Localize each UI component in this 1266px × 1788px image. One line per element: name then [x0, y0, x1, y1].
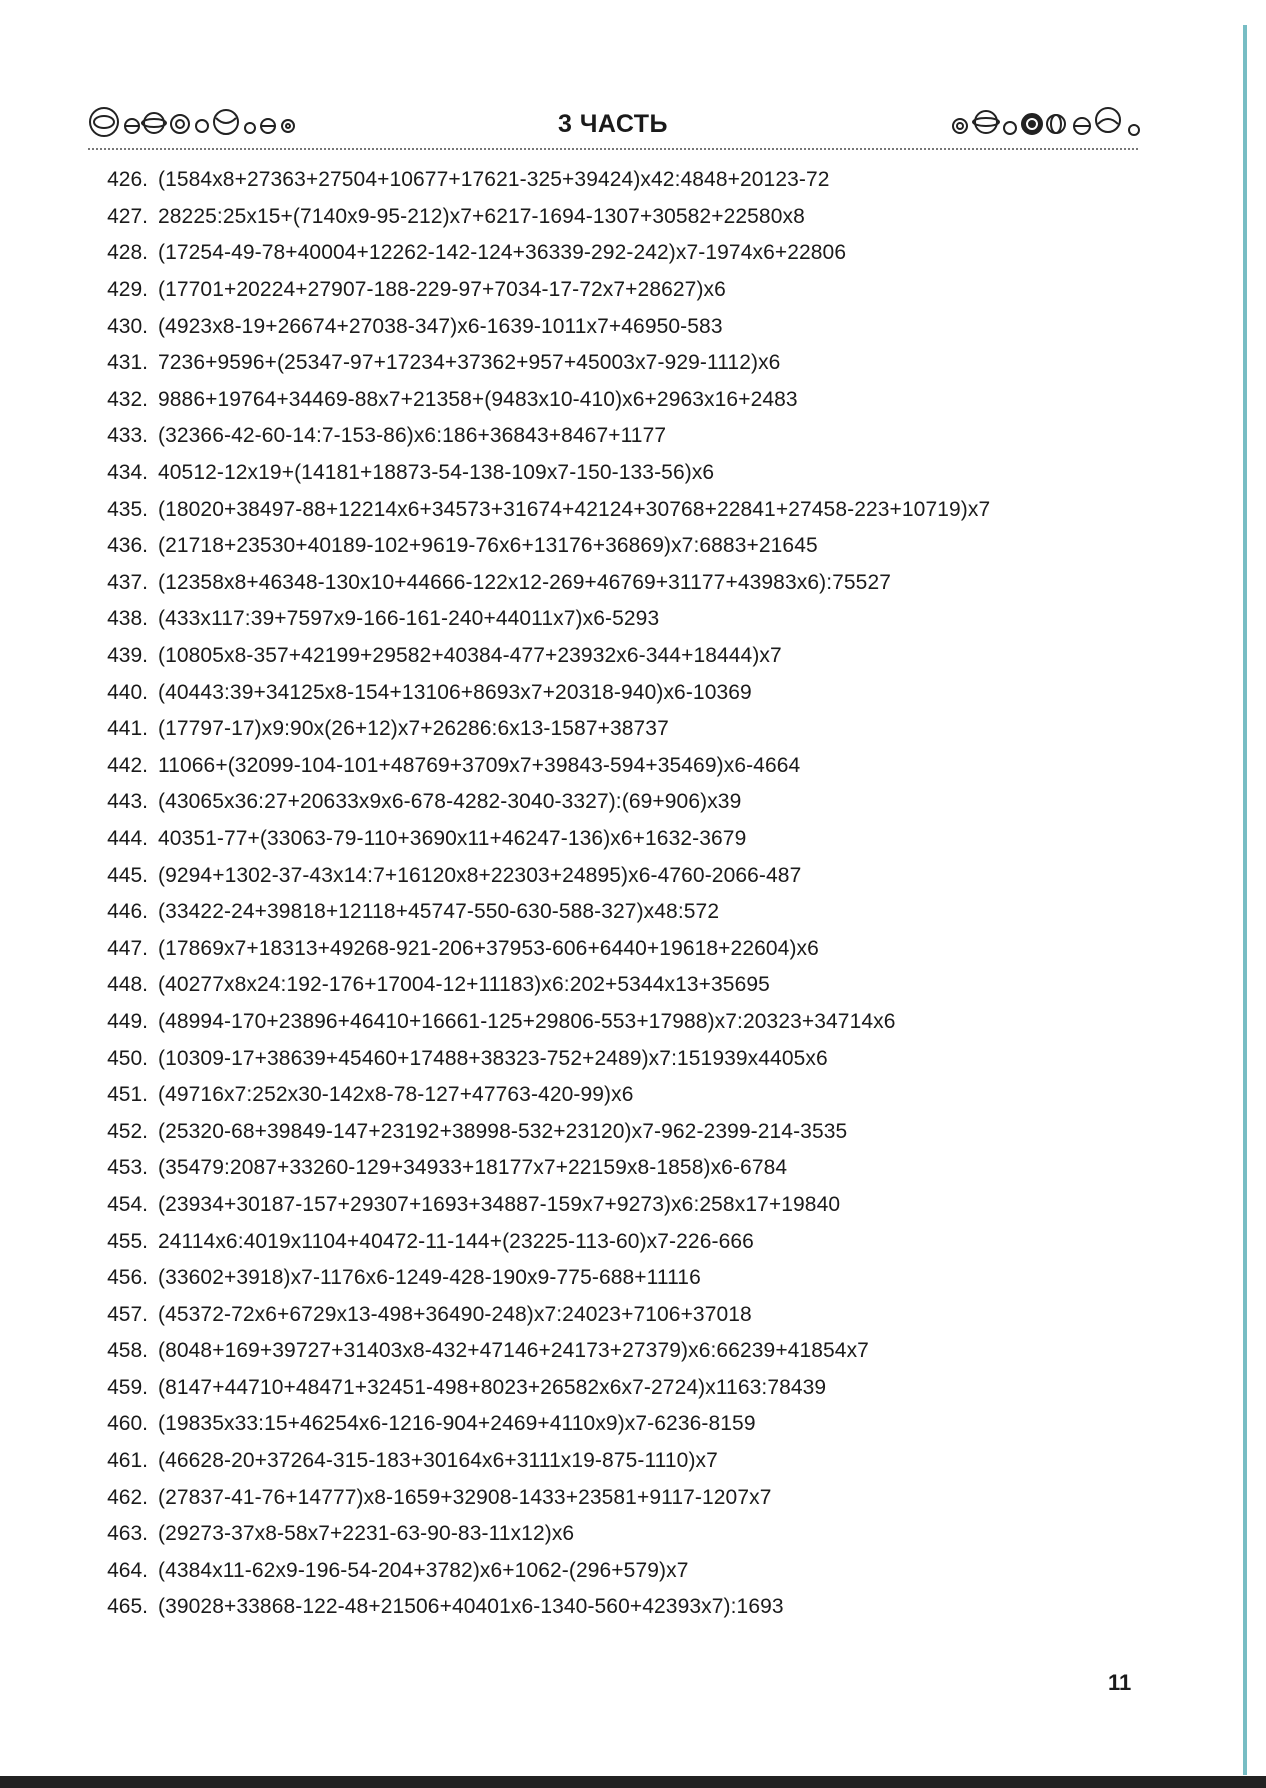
problem-expression: (45372-72x6+6729x13-498+36490-248)x7:24023+7106+37018 — [158, 1302, 752, 1326]
problem-number: 439. — [107, 644, 148, 668]
problem-item — [88, 674, 1188, 711]
problem-number: 456. — [107, 1266, 148, 1290]
problem-expression: (27837-41-76+14777)x8-1659+32908-1433+23581+9117-1207x7 — [158, 1485, 772, 1509]
problem-expression: (43065x36:27+20633x9x6-678-4282-3040-3327):(69+906)x39 — [158, 790, 742, 814]
page-number: 11 — [1108, 1670, 1132, 1695]
problem-expression: 11066+(32099-104-101+48769+3709x7+39843-594+35469)x6-4664 — [158, 753, 801, 777]
problem-number: 445. — [107, 863, 148, 887]
problem-expression: (17869x7+18313+49268-921-206+37953-606+6440+19618+22604)x6 — [158, 936, 819, 960]
problem-item — [88, 491, 1188, 528]
problem-number: 430. — [107, 314, 148, 338]
problem-item — [88, 1150, 1188, 1187]
problem-number: 442. — [107, 753, 148, 777]
problem-number: 444. — [107, 826, 148, 850]
problem-expression: (8048+169+39727+31403x8-432+47146+24173+27379)x6:66239+41854x7 — [158, 1339, 869, 1363]
problem-number: 440. — [107, 680, 148, 704]
problem-expression: 40351-77+(33063-79-110+3690x11+46247-136)x6+1632-3679 — [158, 826, 747, 850]
problem-item — [88, 1553, 1188, 1590]
problem-item — [88, 1296, 1188, 1333]
problem-item — [88, 711, 1188, 748]
problem-item — [88, 199, 1188, 236]
problem-item — [88, 308, 1188, 345]
problem-item — [88, 1370, 1188, 1407]
problem-expression: 7236+9596+(25347-97+17234+37362+957+45003x7-929-1112)x6 — [158, 351, 781, 375]
problem-item — [88, 1260, 1188, 1297]
problem-expression: (23934+30187-157+29307+1693+34887-159x7+9273)x6:258x17+19840 — [158, 1192, 841, 1216]
scan-edge-bottom — [0, 1776, 1266, 1788]
problem-item — [88, 272, 1188, 309]
problem-expression: (17701+20224+27907-188-229-97+7034-17-72x7+28627)x6 — [158, 278, 726, 302]
problem-expression: 9886+19764+34469-88x7+21358+(9483x10-410)x6+2963x16+2483 — [158, 387, 798, 411]
problem-expression: (8147+44710+48471+32451-498+8023+26582x6x7-2724)x1163:78439 — [158, 1375, 827, 1399]
problem-number: 460. — [107, 1412, 148, 1436]
problem-item — [88, 528, 1188, 565]
problem-number: 438. — [107, 607, 148, 631]
problem-number: 426. — [107, 168, 148, 192]
problem-item — [88, 1040, 1188, 1077]
problem-item — [88, 638, 1188, 675]
problem-expression: (12358x8+46348-130x10+44666-122x12-269+46769+31177+43983x6):75527 — [158, 570, 892, 594]
problem-number: 459. — [107, 1375, 148, 1399]
problem-expression: 24114x6:4019x1104+40472-11-144+(23225-113-60)x7-226-666 — [158, 1229, 754, 1253]
problem-expression: (46628-20+37264-315-183+30164x6+3111x19-875-1110)x7 — [158, 1449, 718, 1473]
problem-expression: (35479:2087+33260-129+34933+18177x7+22159x8-1858)x6-6784 — [158, 1156, 788, 1180]
problem-expression: (25320-68+39849-147+23192+38998-532+23120)x7-962-2399-214-3535 — [158, 1119, 848, 1143]
problem-number: 462. — [107, 1485, 148, 1509]
problem-item — [88, 857, 1188, 894]
problem-item — [88, 1113, 1188, 1150]
problem-item — [88, 1077, 1188, 1114]
problem-item — [88, 1406, 1188, 1443]
problem-number: 450. — [107, 1046, 148, 1070]
problem-number: 464. — [107, 1558, 148, 1582]
problem-number: 463. — [107, 1522, 148, 1546]
problem-expression: (29273-37x8-58x7+2231-63-90-83-11x12)x6 — [158, 1522, 575, 1546]
problem-number: 454. — [107, 1192, 148, 1216]
problem-number: 428. — [107, 241, 148, 265]
problem-item — [88, 1516, 1188, 1553]
problem-number: 436. — [107, 534, 148, 558]
problem-item — [88, 821, 1188, 858]
problem-expression: (33422-24+39818+12118+45747-550-630-588-327)x48:572 — [158, 900, 720, 924]
problem-expression: (18020+38497-88+12214x6+34573+31674+42124+30768+22841+27458-223+10719)x7 — [158, 497, 991, 521]
problem-number: 432. — [107, 387, 148, 411]
problem-item — [88, 418, 1188, 455]
problem-number: 443. — [107, 790, 148, 814]
problem-number: 451. — [107, 1083, 148, 1107]
header-divider — [88, 148, 1138, 150]
problem-number: 431. — [107, 351, 148, 375]
problem-number: 449. — [107, 1009, 148, 1033]
problem-item — [88, 1223, 1188, 1260]
problem-number: 465. — [107, 1595, 148, 1619]
problem-expression: (4923x8-19+26674+27038-347)x6-1639-1011x7+46950-583 — [158, 314, 723, 338]
problem-number: 446. — [107, 900, 148, 924]
problem-item — [88, 565, 1188, 602]
problem-expression: (17254-49-78+40004+12262-142-124+36339-292-242)x7-1974x6+22806 — [158, 241, 847, 265]
problem-expression: (10309-17+38639+45460+17488+38323-752+2489)x7:151939x4405x6 — [158, 1046, 828, 1070]
problem-item — [88, 1187, 1188, 1224]
problem-item — [88, 1443, 1188, 1480]
problem-expression: (21718+23530+40189-102+9619-76x6+13176+36869)x7:6883+21645 — [158, 534, 818, 558]
problem-expression: (39028+33868-122-48+21506+40401x6-1340-560+42393x7):1693 — [158, 1595, 784, 1619]
problem-item — [88, 455, 1188, 492]
problem-item — [88, 601, 1188, 638]
problem-item — [88, 748, 1188, 785]
problem-expression: (32366-42-60-14:7-153-86)x6:186+36843+8467+1177 — [158, 424, 667, 448]
problem-item — [88, 894, 1188, 931]
problem-number: 434. — [107, 461, 148, 485]
problem-number: 458. — [107, 1339, 148, 1363]
problem-item — [88, 235, 1188, 272]
page-title: 3 ЧАСТЬ — [557, 110, 669, 138]
problem-expression: (49716x7:252x30-142x8-78-127+47763-420-99)x6 — [158, 1083, 634, 1107]
problem-item — [88, 930, 1188, 967]
problem-item — [88, 967, 1188, 1004]
problem-expression: (19835x33:15+46254x6-1216-904+2469+4110x9)x7-6236-8159 — [158, 1412, 756, 1436]
problem-number: 429. — [107, 278, 148, 302]
problem-number: 447. — [107, 936, 148, 960]
problem-number: 435. — [107, 497, 148, 521]
problem-list — [88, 162, 1188, 1626]
problem-number: 448. — [107, 973, 148, 997]
problem-number: 453. — [107, 1156, 148, 1180]
planets-decoration-right-icon — [948, 106, 1148, 138]
problem-item — [88, 382, 1188, 419]
problem-number: 437. — [107, 570, 148, 594]
problem-expression: (17797-17)x9:90x(26+12)x7+26286:6x13-1587+38737 — [158, 717, 669, 741]
problem-number: 427. — [107, 204, 148, 228]
problem-expression: (9294+1302-37-43x14:7+16120x8+22303+24895)x6-4760-2066-487 — [158, 863, 802, 887]
problem-expression: 40512-12x19+(14181+18873-54-138-109x7-150-133-56)x6 — [158, 461, 715, 485]
problem-expression: 28225:25x15+(7140x9-95-212)x7+6217-1694-1307+30582+22580x8 — [158, 204, 805, 228]
problem-item — [88, 1004, 1188, 1041]
problem-item — [88, 162, 1188, 199]
problem-expression: (1584x8+27363+27504+10677+17621-325+39424)x42:4848+20123-72 — [158, 168, 830, 192]
problem-expression: (4384x11-62x9-196-54-204+3782)x6+1062-(296+579)x7 — [158, 1558, 689, 1582]
problem-number: 461. — [107, 1449, 148, 1473]
problem-expression: (48994-170+23896+46410+16661-125+29806-553+17988)x7:20323+34714x6 — [158, 1009, 896, 1033]
problem-expression: (10805x8-357+42199+29582+40384-477+23932x6-344+18444)x7 — [158, 644, 782, 668]
problem-number: 452. — [107, 1119, 148, 1143]
problem-number: 457. — [107, 1302, 148, 1326]
page-header — [88, 102, 1138, 148]
problem-expression: (33602+3918)x7-1176x6-1249-428-190x9-775-688+11116 — [158, 1266, 701, 1290]
scan-edge-right — [1243, 25, 1247, 1775]
problem-number: 441. — [107, 717, 148, 741]
problem-item — [88, 1333, 1188, 1370]
problem-expression: (40443:39+34125x8-154+13106+8693x7+20318-940)x6-10369 — [158, 680, 752, 704]
problem-item — [88, 1589, 1188, 1626]
problem-expression: (433x117:39+7597x9-166-161-240+44011x7)x6-5293 — [158, 607, 660, 631]
problem-number: 455. — [107, 1229, 148, 1253]
problem-number: 433. — [107, 424, 148, 448]
problem-item — [88, 1479, 1188, 1516]
problem-item — [88, 784, 1188, 821]
problem-expression: (40277x8x24:192-176+17004-12+11183)x6:202+5344x13+35695 — [158, 973, 770, 997]
problem-item — [88, 345, 1188, 382]
